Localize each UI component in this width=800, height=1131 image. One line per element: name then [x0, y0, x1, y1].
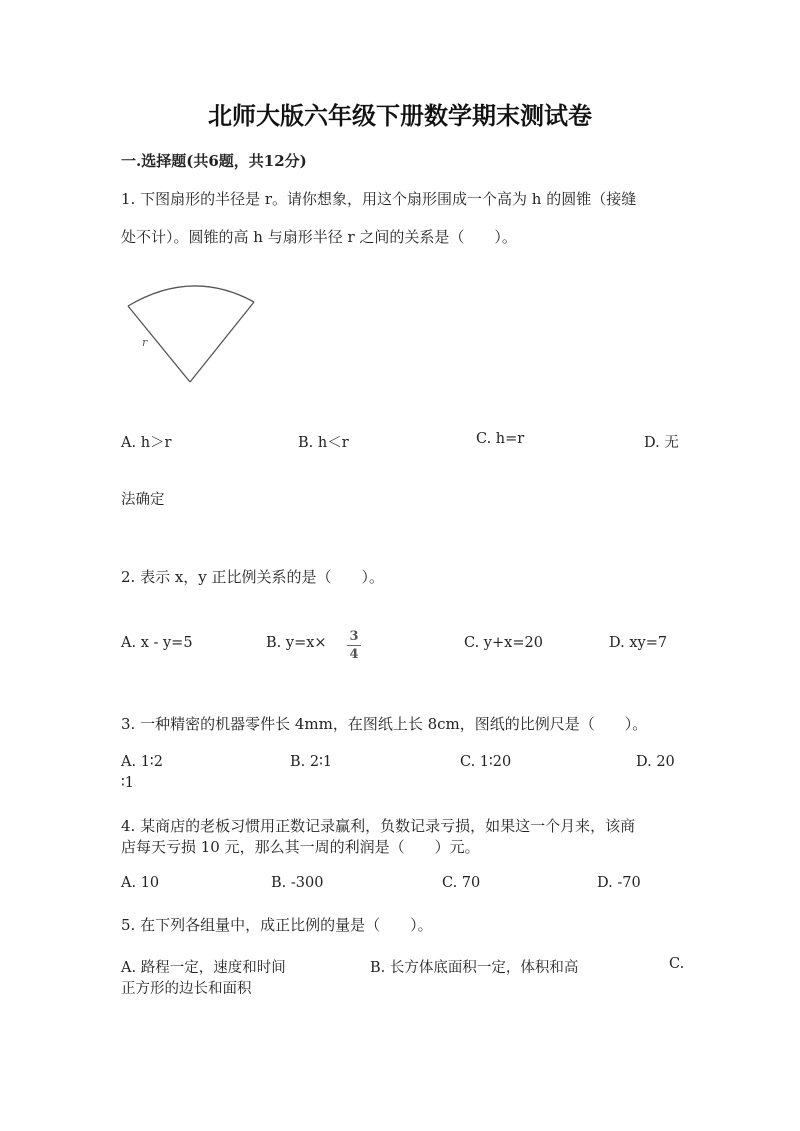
question-1-line-1: 1. 下图扇形的半径是 r。请你想象，用这个扇形围成一个高为 h 的圆锥（接缝 — [121, 190, 637, 208]
question-3-option-a[interactable]: A. 1∶2 — [121, 754, 163, 770]
question-5-option-b[interactable]: B. 长方体底面积一定，体积和高 — [370, 960, 579, 976]
question-1-line-2: 处不计）。圆锥的高 h 与扇形半径 r 之间的关系是（ ）。 — [121, 228, 517, 246]
question-1-option-b[interactable]: B. h＜r — [298, 435, 349, 451]
sector-arc — [128, 286, 254, 306]
question-4-option-a[interactable]: A. 10 — [121, 875, 160, 891]
question-4-line-2: 店每天亏损 10 元，那么其一周的利润是（ ）元。 — [121, 838, 480, 856]
question-1-option-d-continued: 法确定 — [121, 492, 165, 508]
question-1-option-a[interactable]: A. h＞r — [121, 435, 172, 451]
question-4-option-d[interactable]: D. -70 — [597, 875, 641, 891]
question-1-option-d[interactable]: D. 无 — [644, 435, 679, 451]
fraction-numerator: 3 — [349, 629, 359, 644]
question-3-option-d-continued: ∶1 — [121, 775, 134, 791]
question-2-option-a[interactable]: A. x - y=5 — [121, 635, 193, 651]
section-heading: 一.选择题(共6题，共12分) — [121, 152, 307, 170]
question-3-option-d[interactable]: D. 20 — [636, 754, 675, 770]
question-3-option-c[interactable]: C. 1∶20 — [460, 754, 512, 770]
question-2-option-c[interactable]: C. y+x=20 — [464, 635, 543, 651]
question-4-line-1: 4. 某商店的老板习惯用正数记录赢利，负数记录亏损，如果这一个月来，该商 — [121, 817, 636, 835]
question-5-line-1: 5. 在下列各组量中，成正比例的量是（ ）。 — [121, 916, 433, 934]
fraction-bar — [347, 645, 361, 646]
question-3-line-1: 3. 一种精密的机器零件长 4mm，在图纸上长 8cm，图纸的比例尺是（ ）。 — [121, 715, 648, 733]
question-3-option-b[interactable]: B. 2∶1 — [290, 754, 333, 770]
sector-radius-left — [128, 306, 190, 382]
fraction-denominator: 4 — [349, 647, 359, 662]
question-5-option-c-continued: 正方形的边长和面积 — [121, 981, 252, 997]
question-2-option-d[interactable]: D. xy=7 — [609, 635, 668, 651]
question-2-line-1: 2. 表示 x，y 正比例关系的是（ ）。 — [121, 568, 385, 586]
question-1-option-c[interactable]: C. h=r — [476, 431, 525, 447]
sector-radius-right — [190, 302, 254, 382]
sector-figure — [120, 278, 260, 386]
fraction-three-quarters — [347, 629, 361, 662]
question-2-option-b[interactable]: B. y=x× — [266, 635, 327, 651]
page-title: 北师大版六年级下册数学期末测试卷 — [208, 101, 592, 130]
question-4-option-c[interactable]: C. 70 — [442, 875, 481, 891]
question-5-option-a[interactable]: A. 路程一定，速度和时间 — [121, 960, 286, 976]
question-5-option-c[interactable]: C. — [669, 956, 685, 972]
radius-label: r — [142, 336, 148, 349]
question-4-option-b[interactable]: B. -300 — [271, 875, 324, 891]
